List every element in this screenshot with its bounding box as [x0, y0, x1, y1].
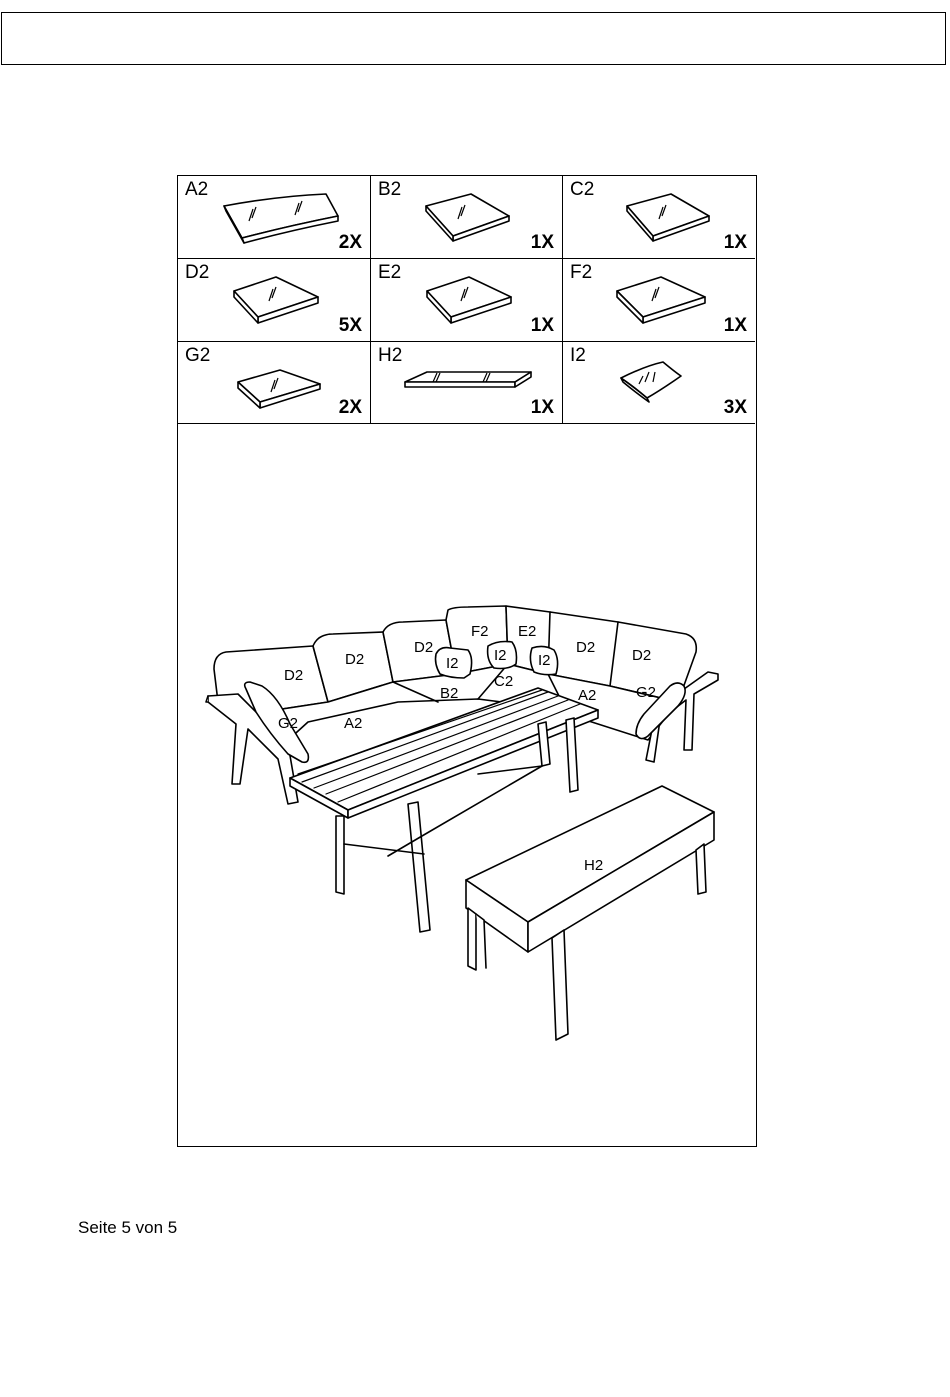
- label-d2: D2: [345, 651, 365, 668]
- label-g2: G2: [278, 715, 299, 732]
- part-cell-c2: [563, 176, 755, 259]
- part-cell-b2: [371, 176, 563, 259]
- part-code: D2: [185, 262, 210, 283]
- label-f2: F2: [471, 623, 489, 640]
- bench-leg: [696, 844, 706, 894]
- parts-grid: [178, 176, 755, 424]
- part-cell-f2: [563, 259, 755, 342]
- label-i2: I2: [538, 652, 551, 669]
- table-leg: [336, 816, 344, 894]
- part-qty: 2X: [338, 232, 362, 253]
- table-leg: [566, 718, 578, 792]
- label-d2: D2: [284, 667, 304, 684]
- part-code: A2: [185, 179, 209, 200]
- part-qty: 1X: [530, 397, 554, 418]
- label-d2: D2: [632, 647, 652, 664]
- parts-frame: [177, 175, 757, 1147]
- label-d2: D2: [414, 639, 434, 656]
- part-qty: 1X: [530, 232, 554, 253]
- part-qty: 5X: [338, 315, 362, 336]
- label-g2: G2: [636, 684, 657, 701]
- part-code: C2: [570, 179, 595, 200]
- part-qty: 1X: [723, 315, 747, 336]
- label-c2: C2: [494, 673, 514, 690]
- part-cell-h2: [371, 342, 563, 424]
- part-cell-a2: [178, 176, 371, 259]
- part-cell-g2: [178, 342, 371, 424]
- assembly-illustration: [178, 424, 755, 1145]
- part-cell-e2: [371, 259, 563, 342]
- part-qty: 2X: [338, 397, 362, 418]
- dining-set-drawing: [178, 424, 755, 1145]
- label-e2: E2: [518, 623, 537, 640]
- part-code: I2: [570, 345, 586, 366]
- bench-leg: [468, 908, 476, 970]
- part-code: F2: [570, 262, 593, 283]
- part-cell-d2: [178, 259, 371, 342]
- part-code: G2: [185, 345, 211, 366]
- label-i2: I2: [494, 647, 507, 664]
- part-code: E2: [378, 262, 402, 283]
- label-b2: B2: [440, 685, 459, 702]
- part-code: H2: [378, 345, 403, 366]
- bench-leg: [552, 930, 568, 1040]
- part-qty: 3X: [723, 397, 747, 418]
- part-code: B2: [378, 179, 402, 200]
- part-qty: 1X: [723, 232, 747, 253]
- page-number: Seite 5 von 5: [78, 1218, 178, 1237]
- label-i2: I2: [446, 655, 459, 672]
- part-qty: 1X: [530, 315, 554, 336]
- label-d2: D2: [576, 639, 596, 656]
- header-box: [1, 12, 946, 65]
- label-a2: A2: [578, 687, 597, 704]
- label-h2: H2: [584, 857, 604, 874]
- table-leg: [408, 802, 430, 932]
- label-a2: A2: [344, 715, 363, 732]
- part-cell-i2: [563, 342, 755, 424]
